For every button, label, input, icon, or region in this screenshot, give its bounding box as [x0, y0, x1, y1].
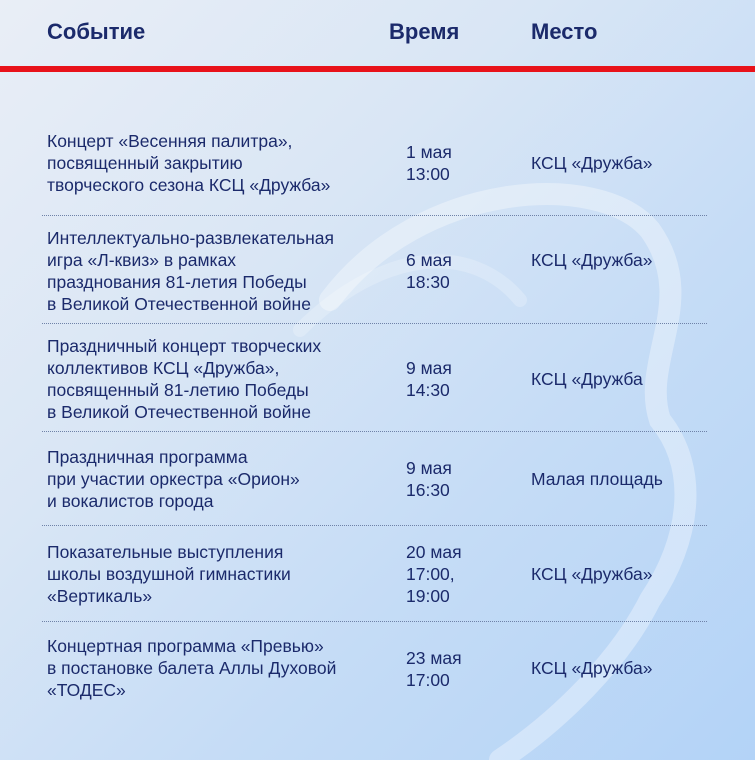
place-cell: КСЦ «Дружба»: [531, 250, 653, 270]
event-cell: Концерт «Весенняя палитра», посвященный закрытию творческого сезона КСЦ «Дружба»: [47, 131, 331, 195]
time-cell: 9 мая 16:30: [406, 458, 452, 500]
event-cell: Концертная программа «Превью» в постановке балета Аллы Духовой «ТОДЕС»: [47, 636, 337, 700]
place-cell: КСЦ «Дружба»: [531, 658, 653, 678]
place-cell: КСЦ «Дружба»: [531, 153, 653, 173]
event-cell: Интеллектуально-развлекательная игра «Л-квиз» в рамках празднования 81-летия Победы в Великой Отечественной войне: [47, 228, 334, 314]
time-cell: 23 мая 17:00: [406, 648, 462, 690]
event-cell: Праздничный концерт творческих коллективов КСЦ «Дружба», посвященный 81-летию Победы в Великой Отечественной войне: [47, 336, 322, 422]
table-header: [0, 0, 755, 66]
time-cell: 1 мая 13:00: [406, 142, 452, 184]
header-place: Место: [531, 19, 598, 44]
header-event: Событие: [47, 19, 146, 44]
place-cell: КСЦ «Дружба»: [531, 564, 653, 584]
event-cell: Показательные выступления школы воздушной гимнастики «Вертикаль»: [47, 542, 291, 606]
header-time: Время: [389, 19, 460, 44]
place-cell: Малая площадь: [531, 469, 663, 489]
row-separator: [42, 215, 707, 216]
event-cell: Праздничная программа при участии оркестра «Орион» и вокалистов города: [47, 447, 300, 511]
place-cell: КСЦ «Дружба: [531, 369, 643, 389]
row-separator: [42, 431, 707, 432]
row-separator: [42, 323, 707, 324]
row-separator: [42, 525, 707, 526]
time-cell: 20 мая 17:00, 19:00: [406, 542, 462, 606]
time-cell: 9 мая 14:30: [406, 358, 452, 400]
time-cell: 6 мая 18:30: [406, 250, 452, 292]
header-divider: [0, 66, 755, 72]
row-separator: [42, 621, 707, 622]
